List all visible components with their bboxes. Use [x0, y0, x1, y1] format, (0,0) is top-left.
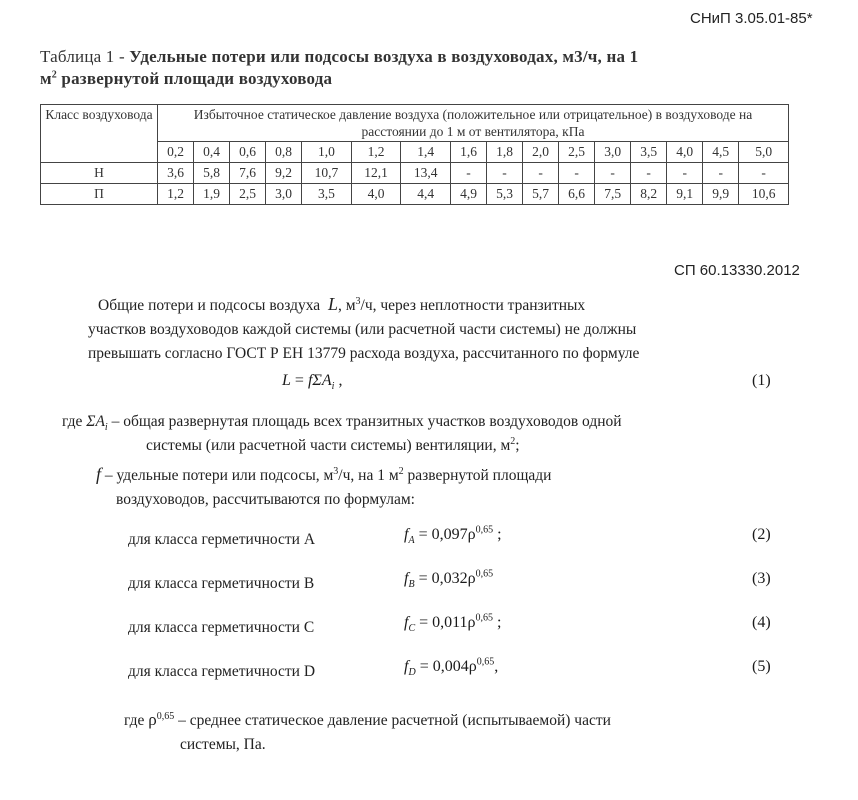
where-line: [124, 708, 778, 733]
where-sum-area: [62, 410, 782, 458]
pressure-value-cell: 1,8: [487, 142, 523, 163]
where-text: – общая развернутая площадь всех транзитных участков воздуховодов одной: [107, 413, 622, 430]
where-lead: где: [62, 413, 87, 430]
pressure-value-cell: 4,0: [667, 142, 703, 163]
formula-expr: = 0,097ρ: [414, 526, 476, 543]
table-caption-text: Удельные потери или подсосы воздуха в воздуховодах, м3/ч, на 1: [129, 47, 639, 66]
value-cell: 4,4: [401, 184, 451, 205]
value-cell: 6,6: [559, 184, 595, 205]
value-cell: 9,9: [703, 184, 739, 205]
value-cell: 2,5: [230, 184, 266, 205]
table-caption-unit: м: [40, 69, 52, 88]
paragraph-line: превышать согласно ГОСТ Р ЕН 13779 расхода воздуха, рассчитанного по формуле: [88, 345, 640, 362]
class-formula-expression: [404, 656, 499, 679]
value-cell: 9,1: [667, 184, 703, 205]
value-cell: 4,9: [451, 184, 487, 205]
formula-1: [282, 372, 343, 393]
pressure-value-cell: 0,2: [158, 142, 194, 163]
table-row: [41, 163, 789, 184]
where-sup: 2: [398, 465, 404, 477]
where-symbol-sub: i: [104, 422, 108, 434]
class-cell: Н: [41, 163, 158, 184]
formula-expr: = 0,032ρ: [414, 570, 476, 587]
value-cell: 13,4: [401, 163, 451, 184]
where-line: воздуховодов, рассчитываются по формулам:: [116, 491, 415, 508]
table-caption-rest: развернутой площади воздуховода: [56, 69, 333, 88]
formula-1-eq: =: [290, 372, 308, 389]
pressure-value-cell: 1,2: [351, 142, 401, 163]
class-formula-label: для класса герметичности А: [128, 531, 316, 548]
value-cell: 9,2: [266, 163, 302, 184]
where-lead: где: [124, 712, 149, 729]
value-cell: 7,6: [230, 163, 266, 184]
air-loss-table: [40, 104, 789, 205]
class-formula-number: (3): [752, 570, 771, 587]
formula-1-tail: ,: [334, 372, 343, 389]
where-text: – среднее статическое давление расчетной (испытываемой) части: [174, 712, 611, 729]
formula-expr: = 0,004ρ: [415, 658, 477, 675]
table-caption-prefix: Таблица 1 -: [40, 47, 130, 66]
class-formula-expression: [404, 524, 502, 547]
table-caption-sup: 2: [51, 69, 57, 81]
class-formula-number: (5): [752, 658, 771, 675]
formula-sub: B: [408, 579, 415, 591]
pressure-value-cell: 4,5: [703, 142, 739, 163]
class-formula-label: для класса герметичности В: [128, 575, 315, 592]
formula-exp: 0,65: [476, 656, 495, 668]
formula-tail: ,: [494, 658, 499, 675]
pressure-header: Избыточное статическое давление воздуха (положительное или отрицательное) в воздуховоде на расстоянии до 1 м от вентилятора, кПа: [158, 105, 789, 142]
value-cell: -: [595, 163, 631, 184]
value-cell: 1,9: [194, 184, 230, 205]
formula-exp: 0,65: [475, 612, 494, 624]
where-text: системы (или расчетной части системы) вентиляции, м: [146, 437, 511, 454]
formula-expr: = 0,011ρ: [415, 614, 476, 631]
formula-exp: 0,65: [475, 524, 494, 536]
value-cell: 7,5: [595, 184, 631, 205]
paragraph-text: Общие потери и подсосы воздуха: [98, 297, 321, 314]
pressure-value-cell: 5,0: [739, 142, 789, 163]
table-header-row: [41, 105, 789, 142]
class-formula-label: для класса герметичности D: [128, 663, 316, 680]
value-cell: 12,1: [351, 163, 401, 184]
formula-1-lhs: L: [282, 372, 291, 389]
pressure-value-cell: 3,5: [631, 142, 667, 163]
paragraph-var-l: L: [327, 294, 338, 314]
formula-tail: ;: [493, 614, 502, 631]
intro-paragraph: [88, 292, 778, 366]
table-caption: [40, 46, 800, 90]
class-formula-number: (4): [752, 614, 771, 631]
class-formula-expression: [404, 612, 502, 635]
formula-exp: 0,65: [475, 568, 494, 580]
pressure-value-cell: 0,6: [230, 142, 266, 163]
table-caption-line1: [40, 46, 800, 68]
pressure-value-cell: 1,6: [451, 142, 487, 163]
paragraph-text: /ч, через неплотности транзитных: [360, 297, 586, 314]
where-text: развернутой площади: [403, 467, 552, 484]
where-line: системы, Па.: [180, 736, 266, 753]
formula-sub: A: [408, 535, 415, 547]
table-row: [41, 184, 789, 205]
formula-sub: D: [408, 667, 416, 679]
value-cell: 3,0: [266, 184, 302, 205]
pressure-value-cell: 0,8: [266, 142, 302, 163]
doc-reference-sp: СП 60.13330.2012: [674, 262, 800, 279]
value-cell: 8,2: [631, 184, 667, 205]
pressure-value-cell: 1,4: [401, 142, 451, 163]
value-cell: 5,8: [194, 163, 230, 184]
class-header: Класс воздуховода: [41, 105, 158, 163]
where-rho: [124, 708, 778, 757]
where-text: – удельные потери или подсосы, м: [101, 467, 334, 484]
pressure-value-cell: 2,5: [559, 142, 595, 163]
pressure-value-cell: 3,0: [595, 142, 631, 163]
class-cell: П: [41, 184, 158, 205]
value-cell: 4,0: [351, 184, 401, 205]
formula-1-number: (1): [752, 372, 771, 389]
value-cell: 5,3: [487, 184, 523, 205]
formula-f: f: [404, 658, 409, 675]
formula-1-sub: i: [331, 381, 335, 393]
class-formula-number: (2): [752, 526, 771, 543]
paragraph-sup: 3: [355, 295, 361, 307]
where-sup: 3: [333, 465, 339, 477]
where-sup: 0,65: [156, 710, 175, 722]
value-cell: -: [739, 163, 789, 184]
formula-f: f: [404, 570, 409, 587]
paragraph-unit: , м: [337, 297, 356, 314]
where-symbol: ρ: [148, 710, 157, 729]
where-line: [62, 410, 782, 434]
value-cell: 10,7: [302, 163, 352, 184]
paragraph-line: [88, 292, 778, 318]
value-cell: 10,6: [739, 184, 789, 205]
pressure-value-cell: 2,0: [523, 142, 559, 163]
formula-tail: ;: [493, 526, 502, 543]
where-text: /ч, на 1 м: [338, 467, 399, 484]
value-cell: -: [451, 163, 487, 184]
where-line: [62, 434, 782, 458]
value-cell: -: [667, 163, 703, 184]
pressure-value-cell: 1,0: [302, 142, 352, 163]
value-cell: 1,2: [158, 184, 194, 205]
paragraph-line: участков воздуховодов каждой системы (или расчетной части системы) не должны: [88, 321, 637, 338]
where-f: [96, 462, 782, 512]
value-cell: 3,5: [302, 184, 352, 205]
class-formula-expression: [404, 568, 494, 591]
value-cell: 3,6: [158, 163, 194, 184]
value-cell: -: [703, 163, 739, 184]
value-cell: 5,7: [523, 184, 559, 205]
formula-f: f: [404, 526, 409, 543]
value-cell: -: [631, 163, 667, 184]
class-formula-label: для класса герметичности С: [128, 619, 315, 636]
value-cell: -: [559, 163, 595, 184]
doc-reference-snip: СНиП 3.05.01-85*: [690, 10, 813, 27]
where-symbol: f: [96, 464, 102, 484]
pressure-value-cell: 0,4: [194, 142, 230, 163]
where-symbol: ΣA: [86, 413, 105, 430]
value-cell: -: [523, 163, 559, 184]
formula-sub: C: [408, 623, 416, 635]
formula-1-rhs: fΣA: [307, 372, 332, 389]
table-caption-line2: [40, 68, 800, 90]
formula-f: f: [404, 614, 409, 631]
where-sup: 2: [510, 435, 516, 447]
where-end: ;: [515, 437, 520, 454]
where-line: [96, 462, 782, 488]
value-cell: -: [487, 163, 523, 184]
